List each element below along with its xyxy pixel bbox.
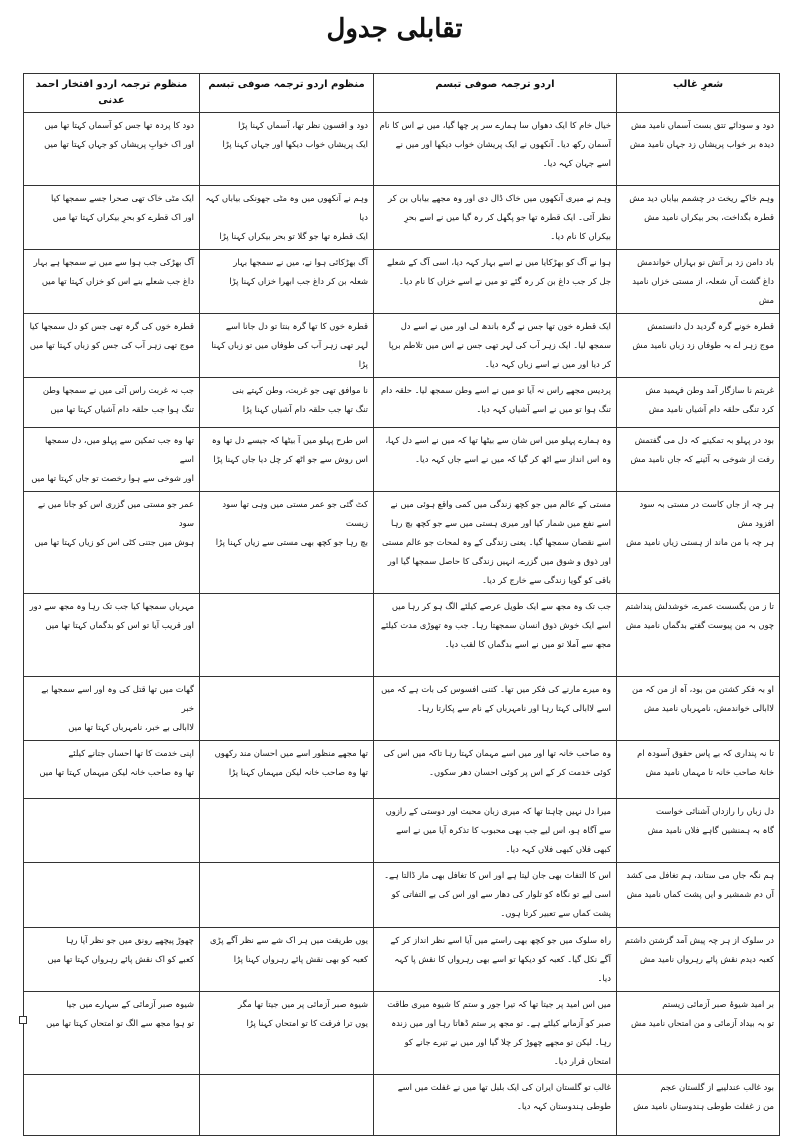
ghalib-verse-cell: ہر چہ از جاں کاست در مستی بہ سود افزود مش ہر چہ با من ماند از ہستی زیاں نامید مش	[617, 492, 780, 594]
tabassum-verse-cell	[200, 677, 374, 741]
adni-verse-cell: گھات میں تھا قتل کی وہ اور اسے سمجھا بے خبر لاابالی بے خبر، نامہرباں کہتا تھا میں	[24, 677, 200, 741]
table-row	[24, 677, 780, 741]
adni-verse-cell: قطرہ خوں کی گرہ تھی جس کو دل سمجھا کیا موج تھی زہر آب کی جس کو زباں کہتا تھا میں	[24, 314, 200, 378]
tabassum-prose-cell: وہم نے میری آنکھوں میں خاک ڈال دی اور وہ مجھے بیاباں بن کر نظر آئی۔ ایک قطرہ تھا جو پگھل کر رہ گیا میں نے اسے بحرِ بیکراں کا نام دیا۔	[374, 186, 617, 250]
tabassum-prose-cell: راہ سلوک میں جو کچھ بھی راستے میں آیا اسے نظر انداز کر کے آگے نکل گیا۔ کعبہ کو دیکھا تو اسے بھی رہرواں کا نقش پا کہہ دیا۔	[374, 928, 617, 992]
tabassum-verse-cell: وہم نے آنکھوں میں وہ مٹی جھونکی بیاباں کہہ دیا ایک قطرہ تھا جو گلا تو بحر بیکراں کہنا پڑا	[200, 186, 374, 250]
tabassum-verse-cell: کٹ گئی جو عمر مستی میں وہی تھا سود زیست بچ رہا جو کچھ بھی مستی سے زیاں کہنا پڑا	[200, 492, 374, 594]
ghalib-verse-cell: بود غالب عندلیبے از گلستان عجم من ز غفلت طوطی ہندوستاں نامید مش	[617, 1075, 780, 1136]
tabassum-verse-cell: شیوہ صبر آزمائی پر میں جیتا تھا مگر یوں ترا فرقت کا تو امتحاں کہنا پڑا	[200, 992, 374, 1075]
adni-verse-cell	[24, 1075, 200, 1136]
tabassum-verse-cell	[200, 799, 374, 863]
table-row	[24, 428, 780, 492]
ghalib-verse-cell: بود در پہلو بہ تمکینے کہ دل می گفتمش رفت از شوخی بہ آئینے کہ جاں نامید مش	[617, 428, 780, 492]
header-ghalib-verse: شعرِ غالب	[617, 74, 780, 113]
tabassum-prose-cell: میں اس امید پر جیتا تھا کہ تیرا جور و ستم کا شیوہ میری طاقت صبر کو آزمانے کیلئے ہے۔ تو مجھ پر ستم ڈھاتا رہا اور میں زندہ رہا۔ لیکن تو مجھے چھوڑ کر چلا گیا اور میں نے تیرے جانے کو امتحان قرار دیا۔	[374, 992, 617, 1075]
table-row	[24, 928, 780, 992]
tabassum-verse-cell	[200, 863, 374, 928]
tabassum-prose-cell: اس کا التفات بھی جان لیتا ہے اور اس کا تغافل بھی مار ڈالتا ہے۔ اسی لیے تو نگاہ کو تلوار کی دھار سے اور اس کی بے التفاتی کو پشت کماں سے تعبیر کرتا ہوں۔	[374, 863, 617, 928]
table-row	[24, 378, 780, 428]
adni-verse-cell: مہرباں سمجھا کیا جب تک رہا وہ مجھ سے دور اور قریب آیا تو اس کو بدگماں کہتا تھا میں	[24, 594, 200, 677]
table-row	[24, 250, 780, 314]
table-row	[24, 314, 780, 378]
header-adni-verse: منظوم ترجمہ اردو افتخار احمد عدنی	[24, 74, 200, 113]
tabassum-prose-cell: پردیس مجھے راس نہ آیا تو میں نے اسے وطن سمجھ لیا۔ حلقہ دام تنگ ہوا تو میں نے اسے آشیاں کہہ دیا۔	[374, 378, 617, 428]
adni-verse-cell	[24, 863, 200, 928]
adni-verse-cell: جب نہ غربت راس آئی میں نے سمجھا وطن تنگ ہوا جب حلقہ دام آشیاں کہتا تھا میں	[24, 378, 200, 428]
adni-verse-cell: عمر جو مستی میں گزری اس کو جانا میں نے سود ہوش میں جتنی کٹی اس کو زیاں کہتا تھا میں	[24, 492, 200, 594]
tabassum-verse-cell: اس طرح پہلو میں آ بیٹھا کہ جیسے دل تھا وہ اس روش سے جو اٹھ کر چل دیا جاں کہنا پڑا	[200, 428, 374, 492]
table-row	[24, 863, 780, 928]
ghalib-verse-cell: وہم خاکے ریخت در چشمم بیاباں دید مش قطرہ بگداخت، بحر بیکراں نامید مش	[617, 186, 780, 250]
tabassum-verse-cell: یوں طریقت میں ہر اک شے سے نظر آگے پڑی کعبہ کو بھی نقش پائے رہرواں کہنا پڑا	[200, 928, 374, 992]
corner-marker	[19, 1016, 27, 1024]
table-row	[24, 113, 780, 186]
tabassum-verse-cell: نا موافق تھی جو غربت، وطن کہتے بنی تنگ تھا جب حلقہ دام آشیاں کہنا پڑا	[200, 378, 374, 428]
table-row	[24, 186, 780, 250]
ghalib-verse-cell: ہم نگہ جاں می ستاند، ہم تغافل می کشد آں دم شمشیر و ایں پشت کماں نامید مش	[617, 863, 780, 928]
adni-verse-cell: آگ بھڑکی جب ہوا سے میں نے سمجھا ہے بہار داغ جب شعلے بنے اس کو خزاں کہتا تھا میں	[24, 250, 200, 314]
tabassum-prose-cell: جب تک وہ مجھ سے ایک طویل عرصے کیلئے الگ ہو کر رہا میں اسے ایک خوش ذوق انسان سمجھتا رہا۔ جب وہ تھوڑی مدت کیلئے مجھ سے آملا تو میں نے اسے بدگماں کا لقب دیا۔	[374, 594, 617, 677]
tabassum-verse-cell: دود و افسون نظر تھا، آسماں کہنا پڑا ایک پریشاں خواب دیکھا اور جہاں کہنا پڑا	[200, 113, 374, 186]
adni-verse-cell: شیوہ صبر آزمائی کے سہارے میں جیا تو ہوا مجھ سے الگ تو امتحاں کہتا تھا میں	[24, 992, 200, 1075]
tabassum-prose-cell: غالب تو گلستان ایران کی ایک بلبل تھا میں نے غفلت میں اسے طوطی ہندوستان کہہ دیا۔	[374, 1075, 617, 1136]
adni-verse-cell: چھوڑ پیچھے رونق میں جو نظر آیا رہا کعبے کو اک نقش پائے رہرواں کہتا تھا میں	[24, 928, 200, 992]
ghalib-verse-cell: قطرہ خونے گرہ گردید دل دانستمش موج زہر اے بہ طوفاں زد زباں نامید مش	[617, 314, 780, 378]
table-header-row	[24, 74, 780, 113]
ghalib-verse-cell: بر امید شیوۂ صبر آزمائی زیستم تو بہ بیداد آزمائی و من امتحاں نامید مش	[617, 992, 780, 1075]
tabassum-verse-cell: تھا مجھے منظور اسے میں احسان مند رکھوں تھا وہ صاحب خانہ لیکن میہماں کہنا پڑا	[200, 741, 374, 799]
table-row	[24, 1075, 780, 1136]
header-tabassum-verse: منظوم اردو ترجمہ صوفی تبسم	[200, 74, 374, 113]
tabassum-verse-cell	[200, 1075, 374, 1136]
adni-verse-cell: دود کا پردہ تھا جس کو آسماں کہتا تھا میں اور اک خوابِ پریشاں کو جہاں کہتا تھا میں	[24, 113, 200, 186]
tabassum-verse-cell: قطرہ خوں کا تھا گرہ بنتا تو دل جانا اسے لہر تھی زہر آب کی طوفاں میں تو زباں کہنا پڑا	[200, 314, 374, 378]
tabassum-prose-cell: وہ میرے مارنے کی فکر میں تھا۔ کتنی افسوس کی بات ہے کہ میں اسے لاابالی کہتا رہا اور نامہرباں کے نام سے پکارتا رہا۔	[374, 677, 617, 741]
tabassum-prose-cell: مستی کے عالم میں جو کچھ زندگی میں کمی واقع ہوئی میں نے اسے نفع میں شمار کیا اور میری ہستی میں سے جو کچھ بچ رہا اسے نقصان سمجھا گیا۔ یعنی زندگی کے وہ لمحات جو عالم مستی اور ذوق و شوق میں گزرے، انہیں زندگی کا حاصل سمجھا گیا اور باقی کو گویا زندگی سے خارج کر دیا۔	[374, 492, 617, 594]
tabassum-prose-cell: ہوا نے آگ کو بھڑکایا میں نے اسے بہار کہہ دیا، اسی آگ کے شعلے جل کر جب داغ بن کر رہ گئے تو میں نے اسے خزاں کا نام دیا۔	[374, 250, 617, 314]
comparison-table	[23, 73, 780, 1136]
table-row	[24, 992, 780, 1075]
tabassum-prose-cell: وہ صاحب خانہ تھا اور میں اسے مہمان کہتا رہا تاکہ میں اس کی کوئی خدمت کر کے اس پر کوئی احسان دھر سکوں۔	[374, 741, 617, 799]
adni-verse-cell: تھا وہ جب تمکین سے پہلو میں، دل سمجھا اسے اور شوخی سے ہوا رخصت تو جاں کہتا تھا میں	[24, 428, 200, 492]
adni-verse-cell: اپنی خدمت کا تھا احساں جتانے کیلئے تھا وہ صاحب خانہ لیکن میہماں کہتا تھا میں	[24, 741, 200, 799]
ghalib-verse-cell: دل زباں را رازداں آشنائی خواست گاہ بہ ہمنشیں گاہے فلاں نامید مش	[617, 799, 780, 863]
page-title: تقابلی جدول	[326, 14, 463, 44]
tabassum-verse-cell	[200, 594, 374, 677]
adni-verse-cell: ایک مٹی خاک تھی صحرا جسے سمجھا کیا اور اک قطرے کو بحرِ بیکراں کہتا تھا میں	[24, 186, 200, 250]
ghalib-verse-cell: تا نہ پنداری کہ بے پاس حقوق آسودہ ام خانۂ صاحب خانہ تا مہماں نامید مش	[617, 741, 780, 799]
ghalib-verse-cell: باد دامن زد بر آتش نو بہاراں خواندمش داغ گشت آں شعلہ، از مستی خزاں نامید مش	[617, 250, 780, 314]
ghalib-verse-cell: دود و سودائے تتق بست آسماں نامید مش دیدہ بر خواب پریشاں زد جہاں نامید مش	[617, 113, 780, 186]
table-row	[24, 594, 780, 677]
table-row	[24, 492, 780, 594]
ghalib-verse-cell: در سلوک از ہر چہ پیش آمد گزشتن داشتم کعبہ دیدم نقش پائے رہرواں نامید مش	[617, 928, 780, 992]
table-row	[24, 799, 780, 863]
table-row	[24, 741, 780, 799]
tabassum-verse-cell: آگ بھڑکائی ہوا نے، میں نے سمجھا بہار شعلہ بن کر داغ جب ابھرا خزاں کہنا پڑا	[200, 250, 374, 314]
tabassum-prose-cell: وہ ہمارے پہلو میں اس شان سے بیٹھا تھا کہ میں نے اسے دل کہا، وہ اس انداز سے اٹھ کر گیا کہ میں نے اسے جاں کہہ دیا۔	[374, 428, 617, 492]
tabassum-prose-cell: ایک قطرہ خون تھا جس نے گرہ باندھ لی اور میں نے اسے دل سمجھ لیا۔ ایک زہر آب کی لہر تھی جس نے اس میں تلاطم برپا کر دیا اور میں نے اسے زباں کہہ دیا۔	[374, 314, 617, 378]
header-tabassum-prose: اردو ترجمہ صوفی تبسم	[374, 74, 617, 113]
ghalib-verse-cell: تا ز من بگسست عمرے، خوشدلش پنداشتم چوں بہ من پیوست گفتے بدگماں نامید مش	[617, 594, 780, 677]
tabassum-prose-cell: میرا دل نہیں چاہتا تھا کہ میری زبان محبت اور دوستی کے رازوں سے آگاہ ہو، اس لیے جب بھی محبوب کا تذکرہ آیا میں نے اسے کبھی فلاں کبھی فلاں کہہ دیا۔	[374, 799, 617, 863]
tabassum-prose-cell: خیال خام کا ایک دھواں سا ہمارے سر پر چھا گیا، میں نے اس کا نام آسمان رکھ دیا۔ آنکھوں نے ایک پریشان خواب دیکھا اور میں نے اسے جہان کہہ دیا۔	[374, 113, 617, 186]
adni-verse-cell	[24, 799, 200, 863]
ghalib-verse-cell: او بہ فکر کشتن من بود، آہ از من کہ من لاابالی خواندمش، نامہرباں نامید مش	[617, 677, 780, 741]
ghalib-verse-cell: غربتم نا سازگار آمد وطن فہمید مش کرد تنگی حلقہ دام آشیاں نامید مش	[617, 378, 780, 428]
